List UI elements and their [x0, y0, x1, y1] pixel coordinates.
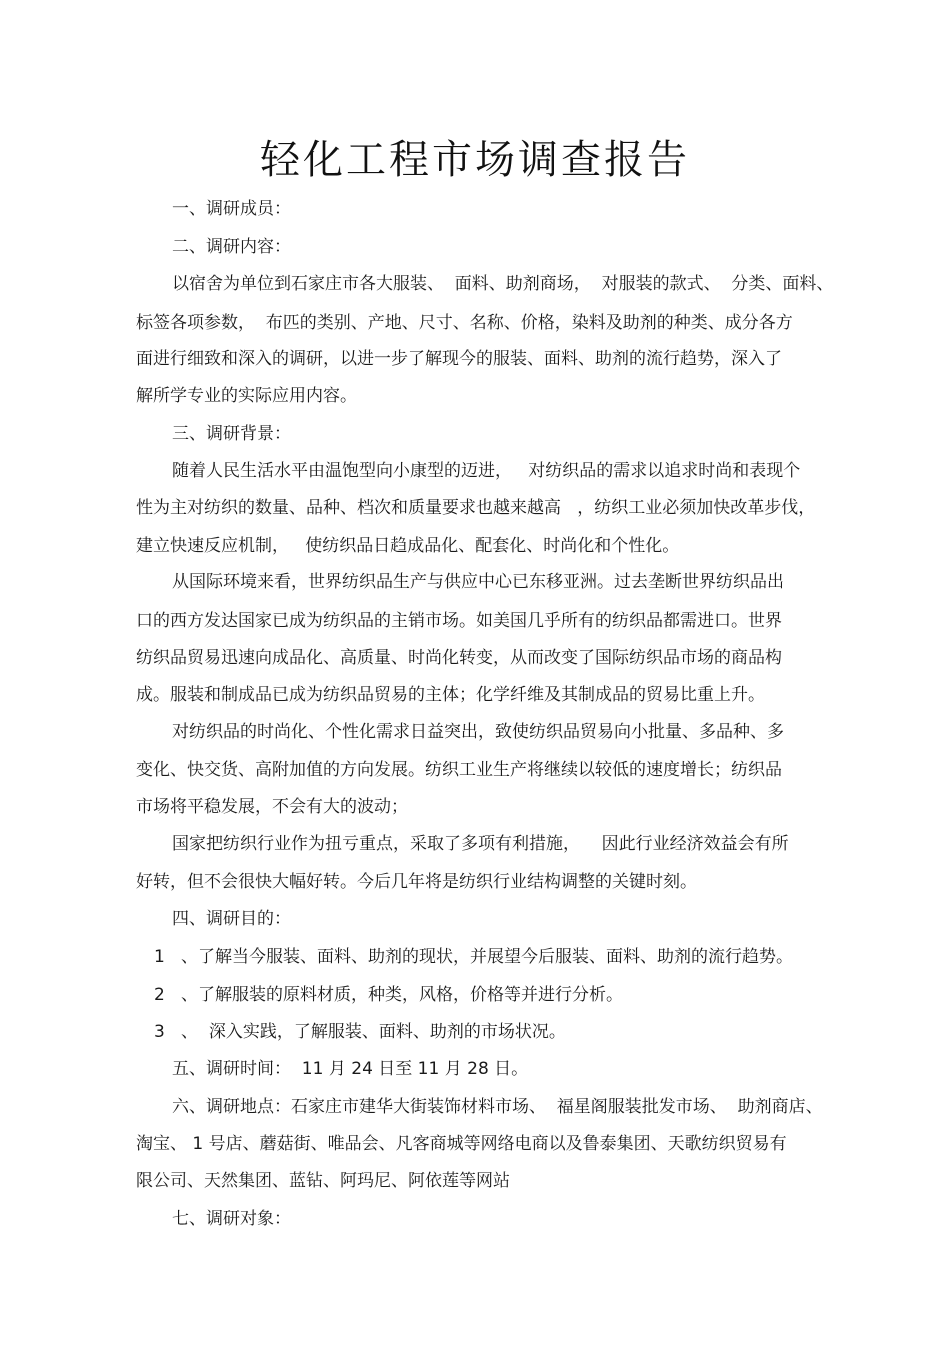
paragraph-line: 标签各项参数， 布匹的类别、产地、尺寸、名称、价格，染料及助剂的种类、成分各方 — [136, 313, 793, 333]
paragraph-line: 好转，但不会很快大幅好转。今后几年将是纺织行业结构调整的关键时刻。 — [136, 872, 697, 892]
paragraph-line: 解所学专业的实际应用内容。 — [136, 386, 357, 406]
paragraph-line: 口的西方发达国家已成为纺织品的主销市场。如美国几乎所有的纺织品都需进口。世界 — [136, 611, 782, 631]
heading-location: 六、调研地点：石家庄市建华大街装饰材料市场、 福星阁服装批发市场、 助剂商店、 — [172, 1097, 823, 1117]
heading-content: 二、调研内容： — [172, 237, 291, 257]
paragraph-line: 限公司、天然集团、蓝钻、阿玛尼、阿依莲等网站 — [136, 1171, 510, 1191]
list-item: 2 、了解服装的原料材质，种类，风格，价格等并进行分析。 — [154, 985, 624, 1005]
paragraph-line: 对纺织品的时尚化、个性化需求日益突出，致使纺织品贸易向小批量、多品种、多 — [172, 722, 784, 742]
paragraph-line: 纺织品贸易迅速向成品化、高质量、时尚化转变，从而改变了国际纺织品市场的商品构 — [136, 648, 782, 668]
paragraph-line: 性为主对纺织的数量、品种、档次和质量要求也越来越高 ，纺织工业必须加快改革步伐， — [136, 498, 816, 518]
list-item: 1 、了解当今服装、面料、助剂的现状，并展望今后服装、面料、助剂的流行趋势。 — [154, 947, 794, 967]
paragraph-line: 从国际环境来看，世界纺织品生产与供应中心已东移亚洲。过去垄断世界纺织品出 — [172, 572, 784, 592]
heading-subjects: 七、调研对象： — [172, 1209, 291, 1229]
paragraph-line: 随着人民生活水平由温饱型向小康型的迈进， 对纺织品的需求以追求时尚和表现个 — [172, 461, 801, 481]
heading-time: 五、调研时间： 11 月 24 日至 11 月 28 日。 — [172, 1059, 529, 1079]
list-item: 3 、 深入实践，了解服装、面料、助剂的市场状况。 — [154, 1022, 566, 1042]
paragraph-line: 淘宝、 1 号店、蘑菇街、唯品会、凡客商城等网络电商以及鲁泰集团、天歌纺织贸易有 — [136, 1134, 787, 1154]
heading-members: 一、调研成员： — [172, 199, 291, 219]
paragraph-line: 成。服装和制成品已成为纺织品贸易的主体；化学纤维及其制成品的贸易比重上升。 — [136, 685, 765, 705]
paragraph-line: 面进行细致和深入的调研，以进一步了解现今的服装、面料、助剂的流行趋势，深入了 — [136, 349, 782, 369]
paragraph-line: 建立快速反应机制， 使纺织品日趋成品化、配套化、时尚化和个性化。 — [136, 536, 680, 556]
document-title: 轻化工程市场调查报告 — [260, 137, 690, 183]
paragraph-line: 变化、快交货、高附加值的方向发展。纺织工业生产将继续以较低的速度增长；纺织品 — [136, 760, 782, 780]
heading-background: 三、调研背景： — [172, 424, 291, 444]
paragraph-line: 市场将平稳发展，不会有大的波动； — [136, 797, 408, 817]
paragraph-line: 国家把纺织行业作为扭亏重点，采取了多项有利措施， 因此行业经济效益会有所 — [172, 834, 789, 854]
heading-purpose: 四、调研目的： — [172, 909, 291, 929]
paragraph-line: 以宿舍为单位到石家庄市各大服装、 面料、助剂商场， 对服装的款式、 分类、面料、 — [172, 274, 834, 294]
